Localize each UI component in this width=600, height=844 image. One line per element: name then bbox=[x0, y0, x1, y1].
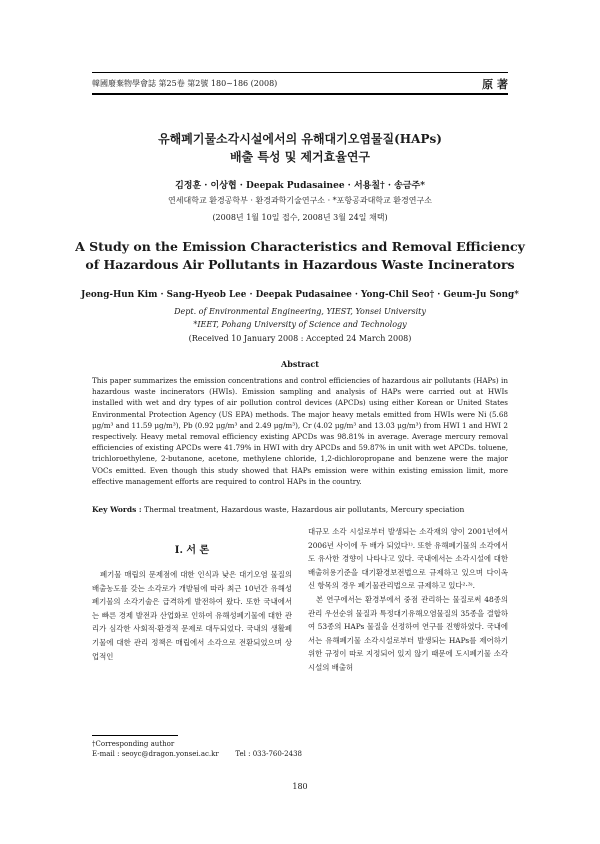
abstract-heading: Abstract bbox=[281, 359, 319, 369]
footnote bbox=[92, 739, 302, 759]
korean-title-line2: 배출 특성 및 제거효율연구 bbox=[229, 150, 371, 164]
contact-email: E-mail : seoyc@dragon.yonsei.ac.kr bbox=[92, 750, 219, 758]
english-title bbox=[60, 238, 540, 274]
section-heading-introduction: I. 서 론 bbox=[174, 545, 210, 556]
page-number: 180 bbox=[292, 782, 308, 791]
header-rule-bottom bbox=[92, 93, 508, 95]
right-column bbox=[308, 525, 508, 675]
intro-paragraph-1: 폐기물 매립의 문제점에 대한 인식과 낮은 대기오염 물질의 배출농도를 갖는 소각로가 개발됨에 따라 최근 10년간 유해성 폐기물의 소각기술은 급격하게 발전하여 왔다. 또한 국내에서는 빠른 경제 발전과 산업화로 인하여 유해성폐기물에 대한 관리가 심각한 사회적·환경적 문제로 대두되었다. 국내의 생활폐기물에 대한 관리 정책은 매립에서 소각으로 전환되었으며 상업적인 bbox=[92, 570, 292, 661]
contact-row bbox=[92, 749, 302, 759]
intro-paragraph-2: 본 연구에서는 환경부에서 중점 관리하는 물질로써 48종의 관리 우선순위 물질과 특정대기유해오염물질의 35종을 결합하여 53종의 HAPs 물질을 선정하여 연구를 진행하였다. 국내에서는 유해폐기물 소각시설로부터 발생되는 HAPs를 제어하기 위한 규정이 따로 지정되어 있지 않기 때문에 도시폐기물 소각시설의 배출허 bbox=[308, 594, 508, 672]
english-title-line1: A Study on the Emission Characteristics and Removal Efficiency bbox=[75, 239, 525, 254]
footnote-rule bbox=[92, 735, 178, 736]
header-rule-top bbox=[92, 72, 508, 73]
english-received-dates: (Received 10 January 2008 : Accepted 24 March 2008) bbox=[188, 334, 412, 343]
left-column bbox=[92, 568, 292, 663]
keywords-label: Key Words : bbox=[92, 505, 142, 514]
article-type: 原 著 bbox=[482, 78, 508, 91]
korean-title bbox=[60, 130, 540, 166]
english-department: Dept. of Environmental Engineering, YIEST, Yonsei University bbox=[174, 307, 426, 316]
journal-citation: 韓國廢棄物學會誌 第25卷 第2號 180~186 (2008) bbox=[92, 79, 278, 88]
korean-authors: 김정훈 · 이상협 · Deepak Pudasainee · 서용칠† · 송금주* bbox=[175, 181, 425, 191]
english-authors: Jeong-Hun Kim · Sang-Hyeob Lee · Deepak Pudasainee · Yong-Chil Seo† · Geum-Ju Song* bbox=[81, 290, 519, 300]
korean-received-dates: (2008년 1월 10일 접수, 2008년 3월 24일 채택) bbox=[212, 213, 388, 222]
contact-phone: Tel : 033-760-2438 bbox=[235, 750, 302, 758]
keywords bbox=[92, 505, 508, 514]
english-title-line2: of Hazardous Air Pollutants in Hazardous Waste Incinerators bbox=[85, 257, 515, 272]
korean-affiliation: 연세대학교 환경공학부 · 환경과학기술연구소 · *포항공과대학교 환경연구소 bbox=[168, 196, 432, 205]
english-ieet-affiliation: *IEET, Pohang University of Science and Technology bbox=[193, 320, 407, 329]
corresponding-author-note: †Corresponding author bbox=[92, 740, 175, 748]
keywords-text: Thermal treatment, Hazardous waste, Hazardous air pollutants, Mercury speciation bbox=[144, 505, 465, 514]
intro-paragraph-1-continued: 대규모 소각 시설로부터 발생되는 소각재의 양이 2001년에서 2006년 사이에 두 배가 되었다¹⁾. 또한 유해폐기물의 소각에서도 유사한 경향이 나타나고 있다. 국내에서는 소각시설에 대한 배출허용기준을 대기환경보전법으로 규제하고 있으며 다이옥신 항목의 경우 폐기물관리법으로 규제하고 있다²·³⁾. bbox=[308, 527, 508, 591]
abstract-body: This paper summarizes the emission concentrations and control efficiencies of hazardous air pollutants (HAPs) in hazardous waste incinerators (HWIs). Emission sampling and analysis of HAPs were carried out at HWIs installed with wet and dry types of air pollution control devices (APCDs) using either Korean or United States Environmental Protection Agency (US EPA) methods. The major heavy metals emitted from HWIs were Ni (5.68 μg/m³ and 11.59 μg/m³), Pb (0.92 μg/m³ and 2.49 μg/m³), Cr (4.02 μg/m³ and 13.03 μg/m³) from HWI 1 and HWI 2 respectively. Heavy metal removal efficiency existing APCDs was 98.81% in average. Average mercury removal efficiencies of existing APCDs were 41.79% in HWI with dry APCDs and 59.87% in unit with wet APCDs. toluene, trichloroethylene, 2-butanone, acetone, methylene chloride, 1,2-dichloropropane and benzene were the major VOCs emitted. Even though this study showed that HAPs emission were within existing emission limit, more effective management efforts are required to control HAPs in the country. bbox=[92, 376, 508, 486]
korean-title-line1: 유해폐기물소각시설에서의 유해대기오염물질(HAPs) bbox=[158, 132, 442, 146]
